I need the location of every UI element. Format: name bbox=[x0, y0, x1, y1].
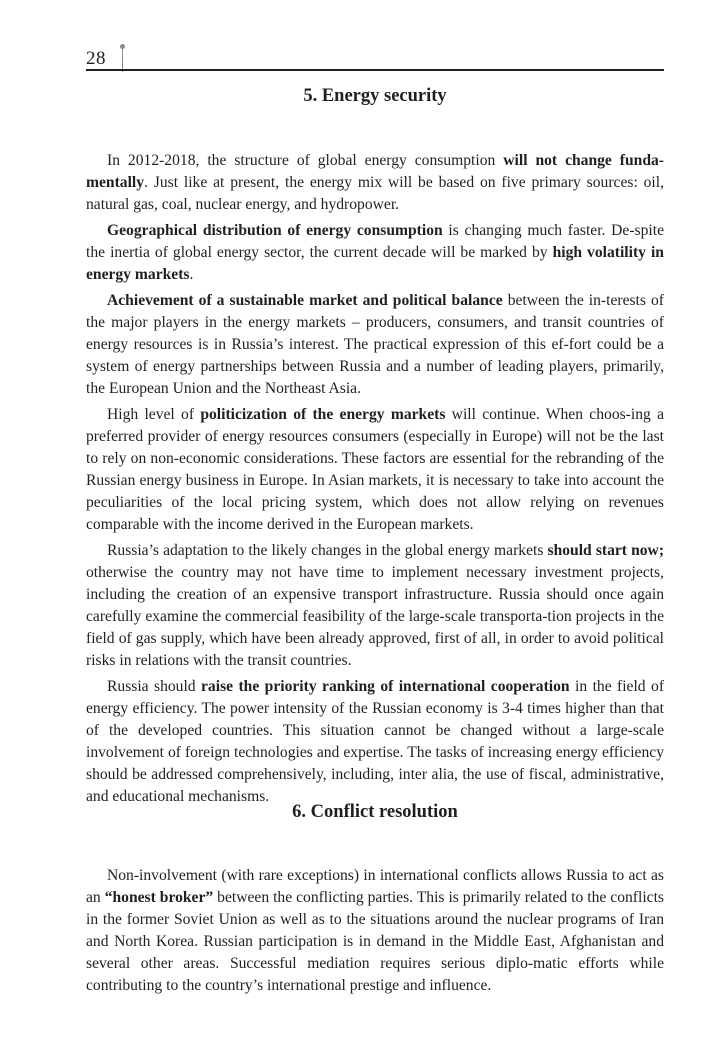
paragraph bbox=[86, 676, 664, 808]
page-number: 28 bbox=[86, 48, 106, 69]
paragraph-emphasis: raise the priority ranking of international cooperation bbox=[201, 678, 570, 695]
paragraph-text: Russia’s adaptation to the likely changes in the global energy markets bbox=[107, 542, 548, 559]
paragraph-text: Russia should bbox=[107, 678, 202, 695]
paragraph-text: between the conflicting parties. This is primarily related to the conflicts in the former Soviet Union as well as to the situations around the nuclear programs of Iran and North Korea. Russian participation is in demand in the Middle East, Afghanistan and several other areas. Successful mediation requires serious diplo-matic efforts while contributing to the country’s international prestige and influence. bbox=[86, 889, 664, 994]
paragraph-text: otherwise the country may not have time to implement necessary investment projects, including the creation of an expensive transport infrastructure. Russia should once again carefully examine the commercial feasibility of the large-scale transporta-tion projects in the field of gas supply, which have been already approved, first of all, in order to avoid political risks in relations with the transit countries. bbox=[86, 564, 664, 669]
paragraph-text: in the field of energy efficiency. The power intensity of the Russian economy is 3-4 times higher than that of the developed countries. This situation cannot be changed without a large-scale involvement of foreign technologies and expertise. The tasks of increasing energy efficiency should be addressed comprehensively, including, inter alia, the use of fiscal, administrative, and educational mechanisms. bbox=[86, 678, 665, 805]
paragraph-text: will continue. When choos-ing a preferred provider of energy resources consumers (especially in Europe) will not be the last to rely on non-economic considerations. These factors are essential for the rebranding of the Russian energy business in Europe. In Asian markets, it is necessary to take into account the peculiarities of the local pricing system, which does not allow relying on revenues comparable with the income derived in the European markets. bbox=[86, 406, 664, 533]
paragraph-emphasis: will not change funda-mentally bbox=[86, 152, 664, 191]
paragraph bbox=[86, 150, 664, 216]
section-body-energy-security bbox=[86, 150, 664, 812]
paragraph-text: In 2012-2018, the structure of global energy consumption bbox=[107, 152, 504, 169]
paragraph-text: . bbox=[189, 266, 194, 283]
paragraph bbox=[86, 865, 664, 997]
paragraph-text: is changing much faster. De-spite the inertia of global energy sector, the current decade will be marked by bbox=[86, 222, 664, 261]
paragraph-emphasis: Achievement of a sustainable market and political balance bbox=[107, 292, 503, 309]
paragraph-emphasis: politicization of the energy markets bbox=[200, 406, 446, 423]
header-rule bbox=[86, 69, 664, 71]
paragraph-emphasis: “honest broker” bbox=[104, 889, 214, 906]
paragraph-emphasis: should start now; bbox=[547, 542, 665, 559]
paragraph bbox=[86, 540, 664, 672]
section-title-conflict-resolution: 6. Conflict resolution bbox=[292, 802, 458, 822]
paragraph-text: High level of bbox=[107, 406, 201, 423]
paragraph bbox=[86, 404, 664, 536]
section-body-conflict-resolution bbox=[86, 865, 664, 1001]
paragraph-emphasis: Geographical distribution of energy consumption bbox=[107, 222, 443, 239]
paragraph-text: . Just like at present, the energy mix will be based on five primary sources: oil, natural gas, coal, nuclear energy, and hydropower. bbox=[86, 174, 664, 213]
section-title-energy-security: 5. Energy security bbox=[303, 86, 447, 106]
paragraph-emphasis: high volatility in energy markets bbox=[86, 244, 664, 283]
paragraph bbox=[86, 220, 664, 286]
paragraph-text: between the in-terests of the major players in the energy markets – producers, consumers, and transit countries of energy resources is in Russia’s interest. The practical expression of this ef-fort could be a system of energy partnerships between Russia and a number of leading players, primarily, the European Union and the Northeast Asia. bbox=[86, 292, 664, 397]
paragraph-text: Non-involvement (with rare exceptions) in international conflicts allows Russia to act as an bbox=[86, 867, 664, 906]
paragraph bbox=[86, 290, 664, 400]
